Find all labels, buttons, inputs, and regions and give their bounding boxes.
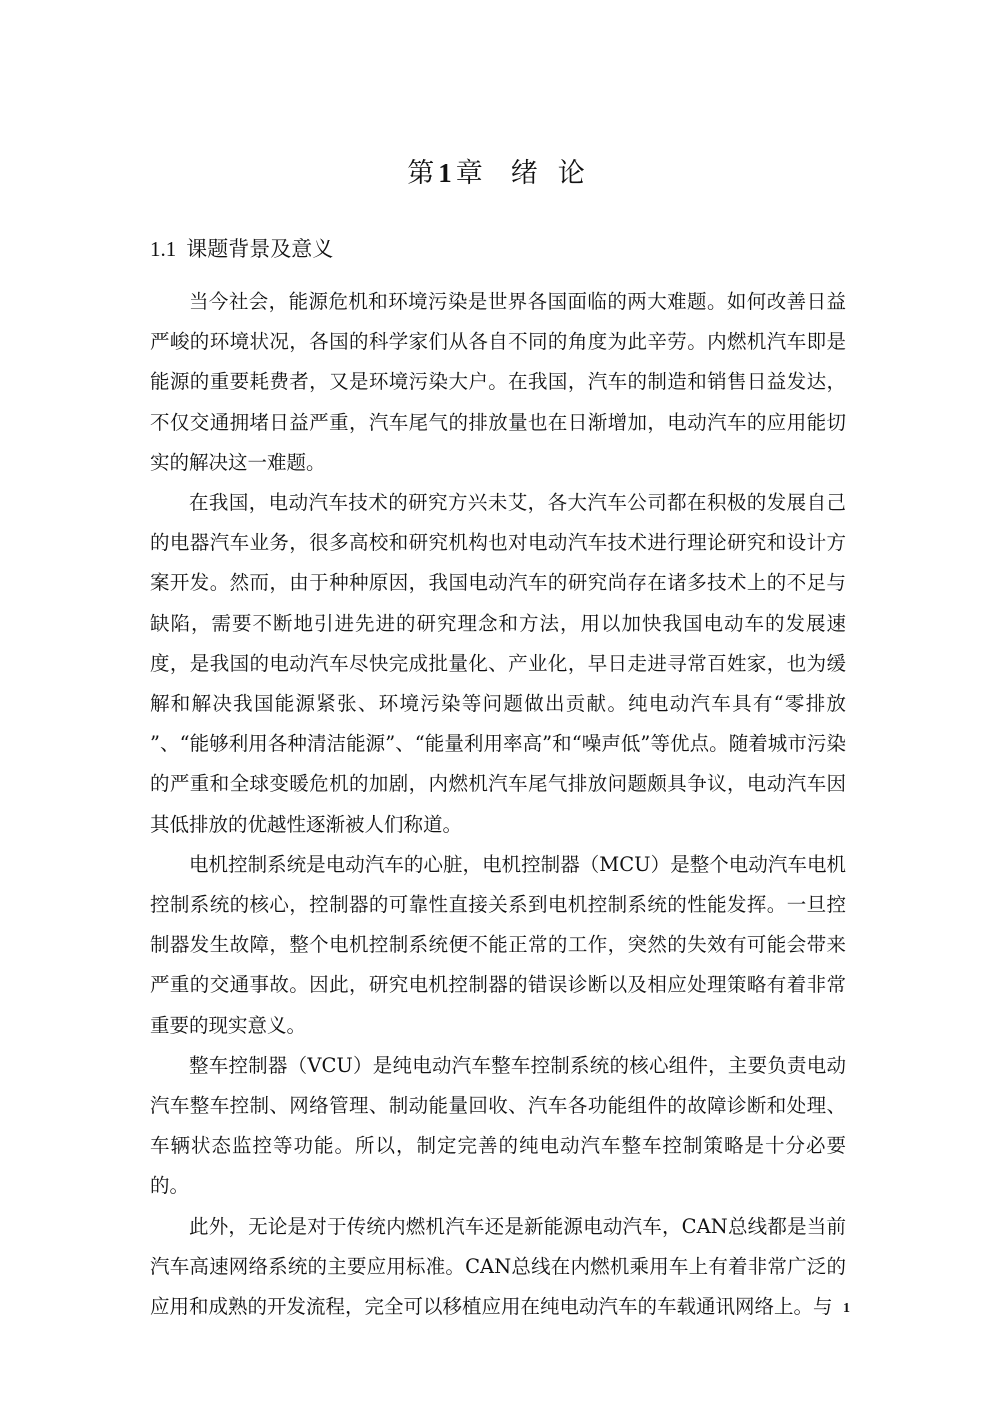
paragraph-4: 整车控制器（VCU）是纯电动汽车整车控制系统的核心组件，主要负责电动汽车整车控制、网络管理、制动能量回收、汽车各功能组件的故障诊断和处理、车辆状态监控等功能。所以，制定完善的纯电动汽车整车控制策略是十分必要的。 (150, 1053, 846, 1198)
chapter-word: 章 (455, 158, 483, 189)
section-number: 1.1 (150, 237, 177, 261)
chapter-number: 1 (438, 158, 452, 188)
section-title: 课题背景及意义 (186, 237, 334, 261)
page-number: 1 (843, 1301, 850, 1316)
paragraph-1: 当今社会，能源危机和环境污染是世界各国面临的两大难题。如何改善日益严峻的环境状况，各国的科学家们从各自不同的角度为此辛劳。内燃机汽车即是能源的重要耗费者，又是环境污染大户。在我国，汽车的制造和销售日益发达，不仅交通拥堵日益严重，汽车尾气的排放量也在日渐增加，电动汽车的应用能切实的解决这一难题。 (150, 290, 846, 474)
paragraph-3: 电机控制系统是电动汽车的心脏，电机控制器（MCU）是整个电动汽车电机控制系统的核心，控制器的可靠性直接关系到电机控制系统的性能发挥。一旦控制器发生故障，整个电机控制系统便不能正常的工作，突然的失效有可能会带来严重的交通事故。因此，研究电机控制器的错误诊断以及相应处理策略有着非常重要的现实意义。 (150, 852, 846, 1037)
body-text (150, 282, 846, 1327)
chapter-prefix: 第 (407, 158, 435, 189)
chapter-title (0, 156, 992, 191)
chapter-title-char-1: 绪 (510, 158, 538, 189)
paragraph-5: 此外，无论是对于传统内燃机汽车还是新能源电动汽车，CAN总线都是当前汽车高速网络系统的主要应用标准。CAN总线在内燃机乘用车上有着非常广泛的应用和成熟的开发流程，完全可以移植应用在纯电动汽车的车载通讯网络上。与 (150, 1214, 846, 1319)
chapter-title-char-2: 论 (557, 158, 585, 189)
paragraph-2: 在我国，电动汽车技术的研究方兴未艾，各大汽车公司都在积极的发展自己的电器汽车业务，很多高校和研究机构也对电动汽车技术进行理论研究和设计方案开发。然而，由于种种原因，我国电动汽车的研究尚存在诸多技术上的不足与缺陷，需要不断地引进先进的研究理念和方法，用以加快我国电动车的发展速度，是我国的电动汽车尽快完成批量化、产业化，早日走进寻常百姓家，也为缓解和解决我国能源紧张、环境污染等问题做出贡献。纯电动汽车具有“零排放 ”、“能够利用各种清洁能源”、“能量利用率高”和“噪声低”等优点。随着城市污染的严重和全球变暖危机的加剧，内燃机汽车尾气排放问题颇具争议，电动汽车因其低排放的优越性逐渐被人们称道。 (150, 491, 846, 836)
section-heading (150, 234, 333, 264)
